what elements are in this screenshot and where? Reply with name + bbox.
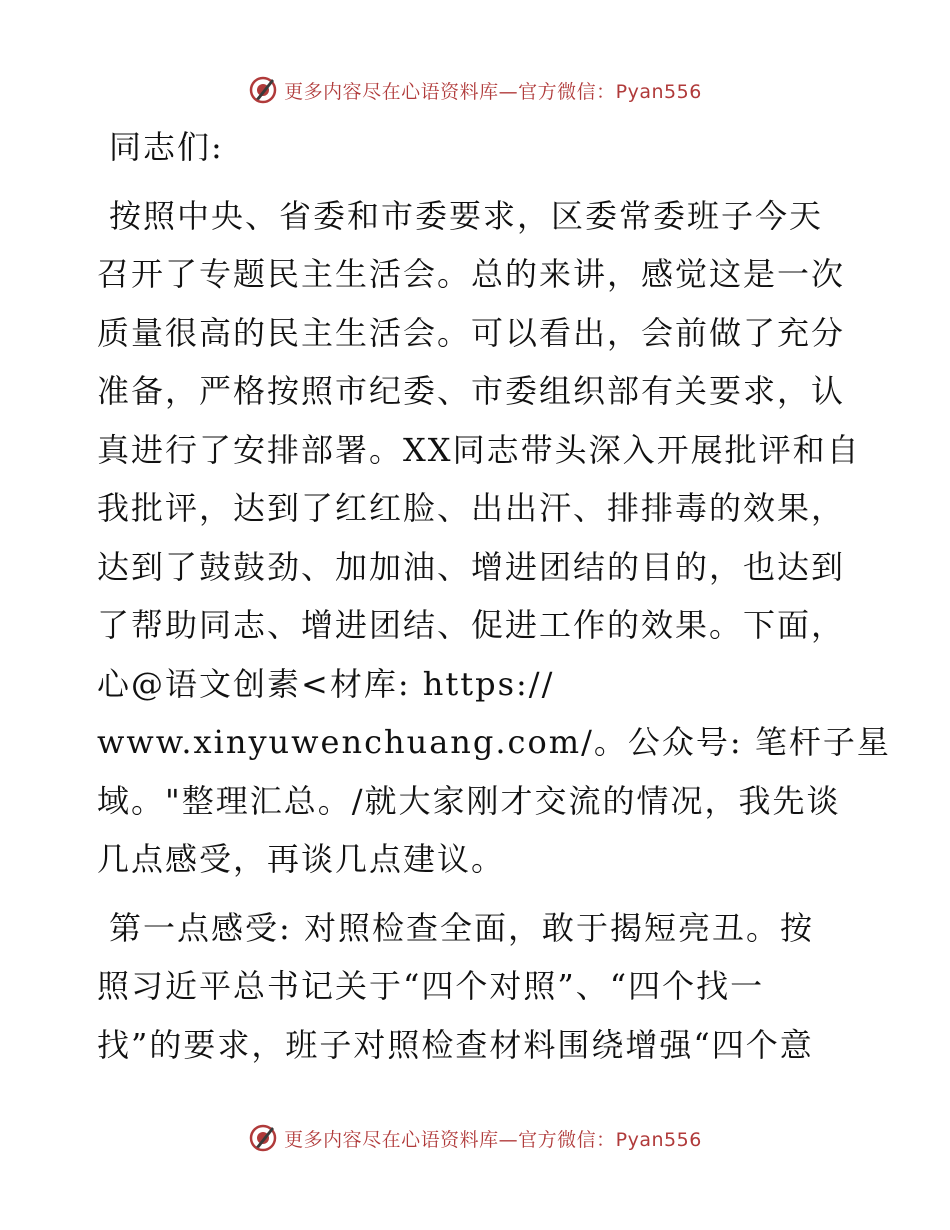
paragraph-line: 照习近平总书记关于“四个对照”、“四个找一: [97, 967, 765, 1005]
document-body: [97, 118, 891, 1084]
paragraph-line: www.xinyuwenchuang.com/。公众号: 笔杆子星: [97, 723, 891, 761]
quill-seal-icon: [248, 75, 278, 105]
header-banner: [0, 70, 950, 110]
paragraph-2: [97, 899, 857, 1075]
paragraph-line: 心@语文创素<材库: https://: [97, 664, 555, 703]
paragraph-1: [97, 187, 891, 889]
footer-banner-text: 更多内容尽在心语资料库—官方微信：Pyan556: [284, 1128, 702, 1151]
greeting: [97, 118, 857, 177]
paragraph-line: 第一点感受: 对照检查全面，敢于揭短亮丑。按: [109, 908, 814, 947]
paragraph-line: 真进行了安排部署。XX同志带头深入开展批评和自: [97, 430, 861, 469]
footer-banner: [0, 1118, 950, 1158]
paragraph-line: 召开了专题民主生活会。总的来讲，感觉这是一次: [97, 255, 846, 293]
paragraph-line: 找”的要求，班子对照检查材料围绕增强“四个意: [97, 1025, 814, 1064]
paragraph-line: 准备，严格按照市纪委、市委组织部有关要求，认: [97, 372, 846, 410]
header-banner-text: 更多内容尽在心语资料库—官方微信：Pyan556: [284, 80, 702, 103]
greeting-text: 同志们:: [109, 128, 224, 166]
paragraph-line: 了帮助同志、增进团结、促进工作的效果。下面，: [97, 606, 846, 644]
paragraph-line: 达到了鼓鼓劲、加加油、增进团结的目的，也达到: [97, 547, 846, 586]
paragraph-line: 域。"整理汇总。/就大家刚才交流的情况，我先谈: [97, 781, 841, 820]
paragraph-line: 我批评，达到了红红脸、出出汗、排排毒的效果，: [97, 489, 846, 527]
paragraph-line: 几点感受，再谈几点建议。: [97, 840, 506, 878]
paragraph-line: 质量很高的民主生活会。可以看出，会前做了充分: [97, 313, 846, 352]
paragraph-line: 按照中央、省委和市委要求，区委常委班子今天: [109, 196, 824, 235]
quill-seal-icon: [248, 1123, 278, 1153]
